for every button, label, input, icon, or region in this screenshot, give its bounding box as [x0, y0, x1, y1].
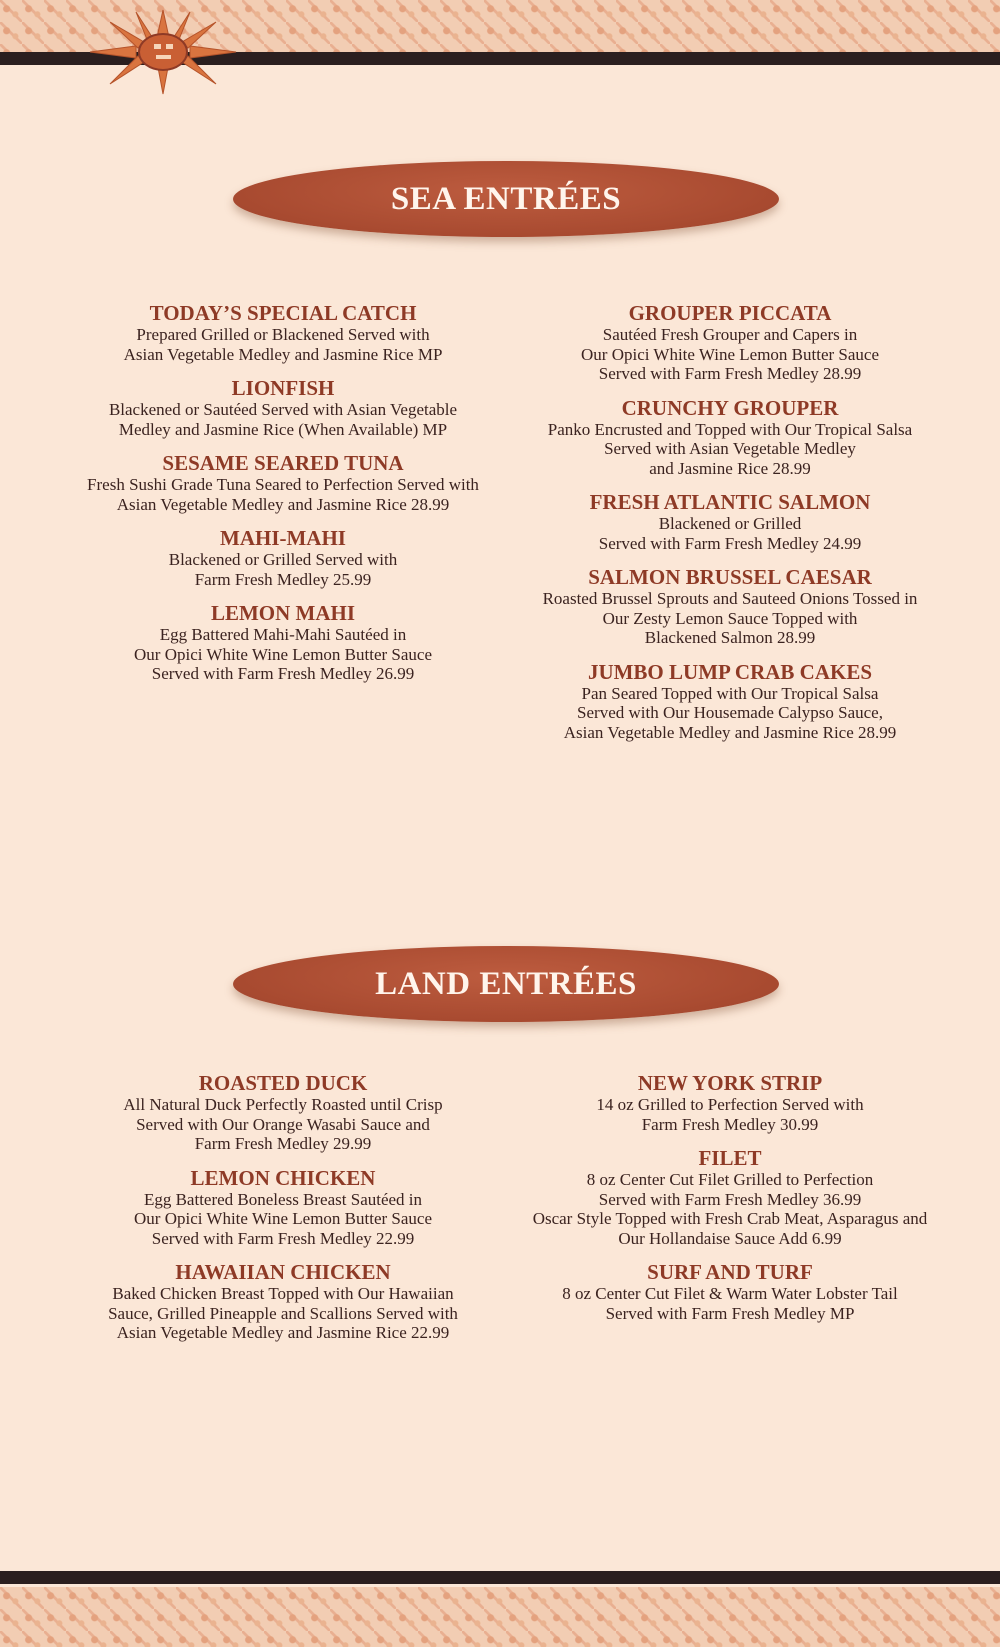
menu-item-description: Asian Vegetable Medley and Jasmine Rice 28.99 — [563, 722, 897, 742]
menu-item-description: All Natural Duck Perfectly Roasted until Crisp — [123, 1095, 443, 1114]
menu-item — [515, 1261, 945, 1323]
menu-item — [515, 1072, 945, 1134]
sea-entrees-banner — [233, 161, 779, 237]
menu-item-description: Panko Encrusted and Topped with Our Tropical Salsa — [547, 419, 913, 439]
menu-item-description: Our Opici White Wine Lemon Butter Sauce — [134, 644, 432, 664]
menu-item-description: Served with Farm Fresh Medley 22.99 — [151, 1228, 415, 1248]
menu-item-description: Our Zesty Lemon Sauce Topped with — [602, 608, 858, 628]
menu-item-name: ROASTED DUCK — [198, 1071, 368, 1095]
menu-item-description: Prepared Grilled or Blackened Served with — [136, 325, 430, 344]
menu-item-name: CRUNCHY GROUPER — [621, 395, 839, 420]
decorative-pattern-bottom — [0, 1587, 1000, 1647]
menu-item-name: SURF AND TURF — [647, 1260, 813, 1284]
menu-item-description: Our Opici White Wine Lemon Butter Sauce — [134, 1209, 432, 1228]
menu-item-description: Blackened or Sautéed Served with Asian Vegetable — [108, 400, 458, 419]
menu-item-description: Our Opici White Wine Lemon Butter Sauce — [581, 344, 879, 364]
menu-item-name: GROUPER PICCATA — [628, 301, 832, 325]
menu-item — [515, 397, 945, 479]
menu-item-name: TODAY’S SPECIAL CATCH — [149, 301, 417, 325]
menu-item-name: NEW YORK STRIP — [637, 1071, 823, 1095]
menu-item-description: Served with Farm Fresh Medley 24.99 — [598, 533, 862, 553]
sea-entrees-left-column — [68, 302, 498, 697]
menu-item — [68, 1072, 498, 1154]
menu-item — [515, 661, 945, 743]
menu-item-description: Egg Battered Mahi-Mahi Sautéed in — [159, 625, 407, 644]
menu-item-description: Egg Battered Boneless Breast Sautéed in — [143, 1189, 423, 1209]
menu-item-name: JUMBO LUMP CRAB CAKES — [587, 659, 873, 684]
menu-item-name: HAWAIIAN CHICKEN — [175, 1260, 391, 1284]
menu-item-description: Asian Vegetable Medley and Jasmine Rice 22.99 — [116, 1323, 450, 1342]
menu-item — [68, 527, 498, 589]
menu-item — [515, 302, 945, 384]
menu-item-name: FRESH ATLANTIC SALMON — [589, 490, 871, 514]
menu-item-description: Blackened or Grilled — [658, 514, 802, 533]
menu-item-name: SESAME SEARED TUNA — [162, 451, 404, 475]
menu-item-name: MAHI-MAHI — [220, 526, 346, 550]
menu-item-description: Served with Farm Fresh Medley 26.99 — [151, 664, 415, 683]
sea-entrees-title: SEA ENTRÉES — [390, 180, 622, 217]
tribal-sun-mask-icon — [88, 4, 238, 100]
menu-item — [68, 452, 498, 514]
bottom-divider-bar — [0, 1571, 1000, 1584]
menu-item — [68, 377, 498, 439]
menu-item-description: Served with Farm Fresh Medley 36.99 — [598, 1189, 862, 1209]
menu-item-description: 8 oz Center Cut Filet & Warm Water Lobster Tail — [562, 1284, 898, 1303]
menu-item-name: FILET — [698, 1146, 762, 1170]
menu-item-description: Served with Our Orange Wasabi Sauce and — [136, 1114, 430, 1134]
menu-item — [515, 1147, 945, 1248]
menu-item-description: Sautéed Fresh Grouper and Capers in — [602, 325, 858, 344]
menu-item-name: SALMON BRUSSEL CAESAR — [588, 565, 872, 589]
menu-item-name: LIONFISH — [231, 376, 335, 400]
menu-item-description: Pan Seared Topped with Our Tropical Salsa — [581, 683, 879, 703]
menu-item-description: Sauce, Grilled Pineapple and Scallions Served with — [108, 1303, 458, 1323]
menu-item-description: 8 oz Center Cut Filet Grilled to Perfection — [586, 1170, 874, 1189]
land-entrees-left-column — [68, 1072, 498, 1356]
menu-item — [68, 602, 498, 684]
menu-item-description: Roasted Brussel Sprouts and Sauteed Onions Tossed in — [542, 589, 918, 608]
menu-item-description: Served with Farm Fresh Medley 28.99 — [598, 364, 862, 383]
menu-item-name: LEMON CHICKEN — [190, 1165, 376, 1190]
menu-item-description: Farm Fresh Medley 30.99 — [641, 1114, 819, 1134]
menu-item-description: Blackened or Grilled Served with — [168, 550, 398, 569]
menu-item-description: Our Hollandaise Sauce Add 6.99 — [618, 1228, 842, 1248]
menu-item — [515, 491, 945, 553]
menu-item-description: Asian Vegetable Medley and Jasmine Rice MP — [123, 344, 443, 364]
menu-item-description: Asian Vegetable Medley and Jasmine Rice 28.99 — [116, 494, 450, 514]
land-entrees-right-column — [515, 1072, 945, 1336]
menu-item-description: Farm Fresh Medley 29.99 — [194, 1134, 372, 1153]
menu-item-description: Fresh Sushi Grade Tuna Seared to Perfection Served with — [87, 475, 479, 494]
menu-item — [68, 1167, 498, 1249]
menu-item — [515, 566, 945, 648]
menu-item-description: Medley and Jasmine Rice (When Available) MP — [118, 419, 448, 439]
menu-item-description: Oscar Style Topped with Fresh Crab Meat, Asparagus and — [532, 1209, 928, 1228]
menu-item-description: Farm Fresh Medley 25.99 — [194, 569, 372, 589]
sea-entrees-right-column — [515, 302, 945, 755]
menu-item-description: Served with Asian Vegetable Medley — [604, 439, 856, 458]
menu-item-name: LEMON MAHI — [210, 601, 356, 625]
menu-item-description: Blackened Salmon 28.99 — [644, 628, 816, 647]
menu-item-description: and Jasmine Rice 28.99 — [649, 458, 811, 478]
menu-item — [68, 1261, 498, 1343]
menu-item-description: Baked Chicken Breast Topped with Our Hawaiian — [112, 1284, 454, 1303]
menu-item-description: Served with Farm Fresh Medley MP — [605, 1303, 855, 1323]
menu-item-description: 14 oz Grilled to Perfection Served with — [596, 1095, 864, 1114]
land-entrees-banner — [233, 946, 779, 1022]
land-entrees-title: LAND ENTRÉES — [375, 965, 637, 1002]
menu-item-description: Served with Our Housemade Calypso Sauce, — [577, 703, 883, 722]
menu-item — [68, 302, 498, 364]
